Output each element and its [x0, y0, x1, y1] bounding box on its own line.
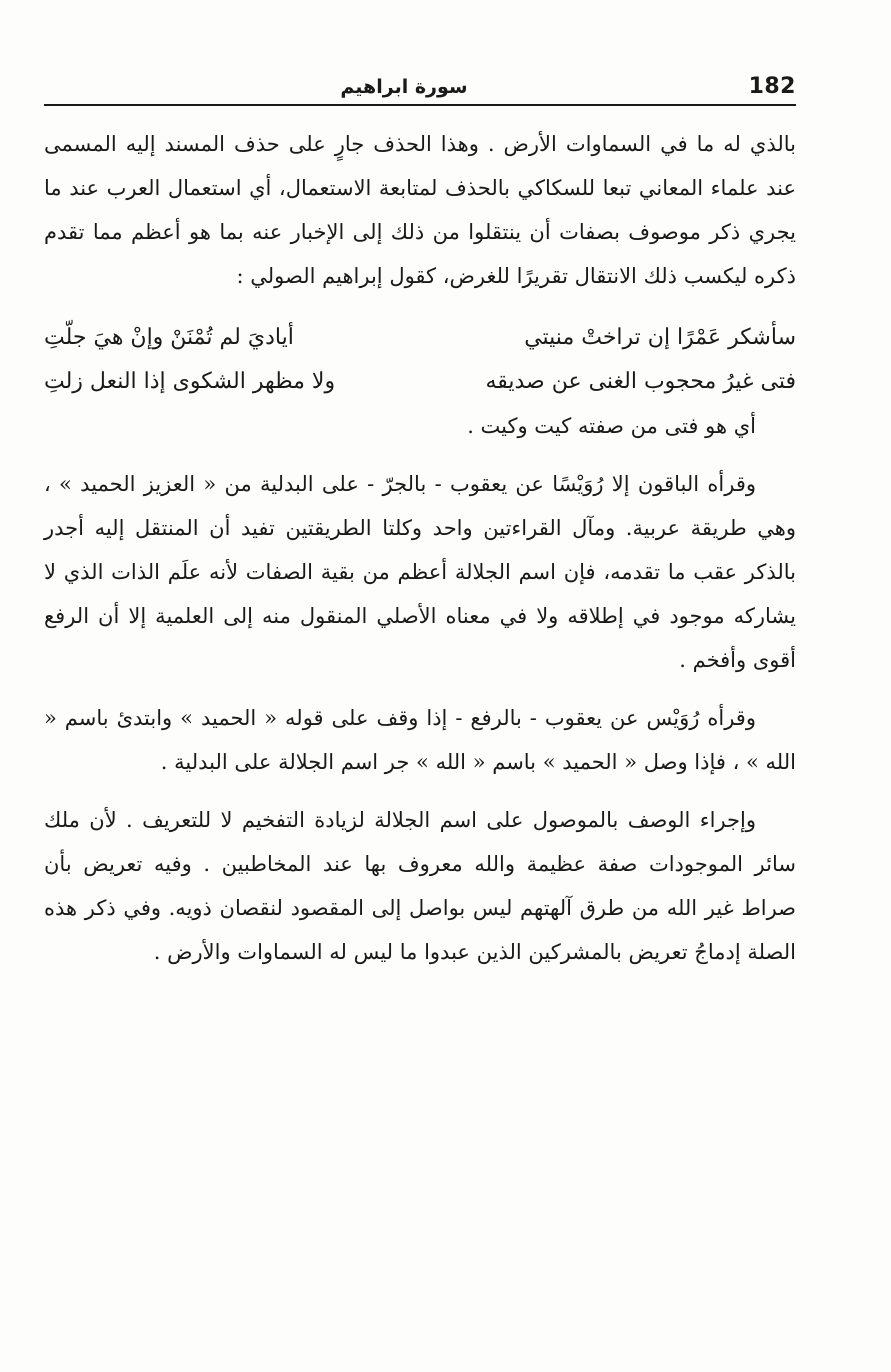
- page-number: 182: [748, 74, 796, 99]
- header-rule: [44, 104, 796, 106]
- paragraph-2: وقرأه الباقون إلا رُوَيْسًا عن يعقوب - بالجرّ - على البدلية من « العزيز الحميد » ، وهي طريقة عربية. ومآل القراءتين واحد وكلتا الطريقتين تفيد أن المنتقل إليه أجدر بالذكر عقب ما تقدمه، فإن اسم الجلالة أعظم من بقية الصفات لأنه علَم الذات الذي لا يشاركه موجود في إطلاقه ولا في معناه الأصلي المنقول منه إلى العلمية إلا أن الرفع أقوى وأفخم .: [44, 472, 796, 672]
- paragraph-3: وقرأه رُوَيْس عن يعقوب - بالرفع - إذا وقف على قوله « الحميد » وابتدئ باسم « الله » ، فإذا وصل « الحميد » باسم « الله » جر اسم الجلالة على البدلية .: [44, 706, 796, 774]
- verse-1-first-hemistich: سأشكر عَمْرًا إن تراختْ منيتي: [524, 325, 796, 350]
- spacer: [44, 448, 796, 462]
- verse-2-second-hemistich: ولا مظهر الشكوى إذا النعل زلتِ: [44, 369, 336, 394]
- verse-1-second-hemistich: أياديَ لم تُمْنَنْ وإنْ هيَ جلّتِ: [44, 325, 294, 350]
- running-title: سورة ابراهيم: [340, 76, 468, 98]
- spacer: [44, 784, 796, 798]
- paragraph-4: وإجراء الوصف بالموصول على اسم الجلالة لزيادة التفخيم لا للتعريف . لأن ملك سائر الموجودات صفة عظيمة والله معروف بها عند المخاطبين . وفيه تعريض بأن صراط غير الله من طرق آلهتهم ليس بواصل إلى المقصود لنقصان ذويه. وفي ذكر هذه الصلة إدماجُ تعريض بالمشركين الذين عبدوا ما ليس له السماوات والأرض .: [44, 808, 796, 964]
- page-body: [44, 122, 796, 974]
- paragraph-1: بالذي له ما في السماوات الأرض . وهذا الحذف جارٍ على حذف المسند إليه المسمى عند علماء المعاني تبعا للسكاكي بالحذف لمتابعة الاستعمال، أي استعمال العرب عند ما يجري ذكر موصوف بصفات أن ينتقلوا من ذلك إلى الإخبار عنه بما هو أعظم مما تقدم ذكره ليكسب ذلك الانتقال تقريرًا للغرض، كقول إبراهيم الصولي :: [44, 132, 796, 288]
- verse-2-first-hemistich: فتى غيرُ محجوب الغنى عن صديقه: [485, 369, 796, 394]
- verse-1: [44, 316, 796, 360]
- poem-explanation: أي هو فتى من صفته كيت وكيت .: [467, 414, 756, 438]
- spacer: [44, 682, 796, 696]
- page-header: [44, 70, 796, 108]
- book-page: [44, 70, 796, 1350]
- poem-block: [44, 316, 796, 448]
- verse-2: [44, 360, 796, 404]
